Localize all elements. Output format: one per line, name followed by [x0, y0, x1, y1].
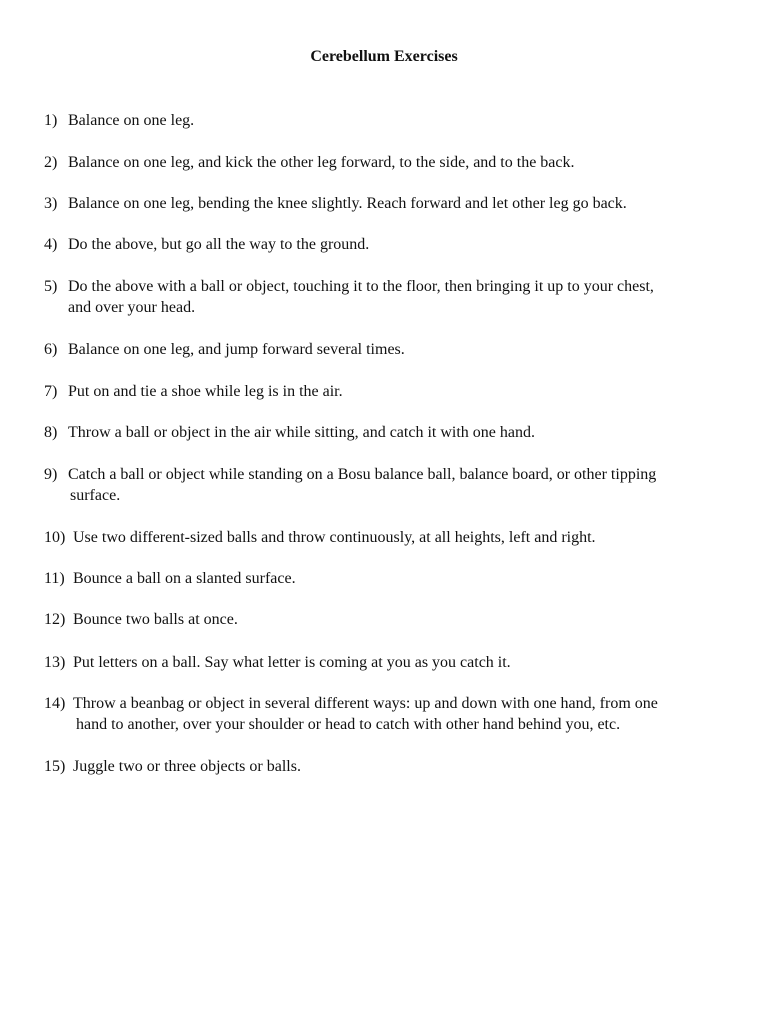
item-text: Throw a beanbag or object in several different ways: up and down with one hand, from one [73, 695, 658, 712]
item-text: Put letters on a ball. Say what letter is coming at you as you catch it. [73, 654, 511, 671]
list-item [44, 193, 734, 214]
item-text: Use two different-sized balls and throw continuously, at all heights, left and right. [73, 529, 596, 546]
item-text: Balance on one leg, and jump forward several times. [68, 341, 405, 358]
list-item [44, 381, 734, 402]
item-number: 1) [44, 112, 58, 129]
page-title: Cerebellum Exercises [310, 48, 458, 65]
item-text: hand to another, over your shoulder or head to catch with other hand behind you, etc. [76, 716, 621, 733]
item-number: 3) [44, 195, 58, 212]
item-number: 5) [44, 278, 58, 295]
list-item [44, 152, 734, 173]
item-number: 2) [44, 154, 58, 171]
item-text: Do the above with a ball or object, touching it to the floor, then bringing it up to your chest, [68, 278, 654, 295]
item-text: Balance on one leg, bending the knee slightly. Reach forward and let other leg go back. [68, 195, 627, 212]
item-text: Throw a ball or object in the air while sitting, and catch it with one hand. [68, 424, 535, 441]
item-text: Do the above, but go all the way to the ground. [68, 236, 370, 253]
list-item [44, 693, 734, 735]
list-item [44, 568, 734, 589]
item-number: 11) [44, 570, 65, 587]
list-item [44, 234, 734, 255]
item-text: surface. [70, 487, 121, 504]
item-text: Balance on one leg, and kick the other leg forward, to the side, and to the back. [68, 154, 575, 171]
item-number: 7) [44, 383, 58, 400]
list-item [44, 339, 734, 360]
item-text: Put on and tie a shoe while leg is in the air. [68, 383, 343, 400]
item-text: Bounce two balls at once. [73, 611, 238, 628]
item-text: Juggle two or three objects or balls. [73, 758, 301, 775]
item-text: Bounce a ball on a slanted surface. [73, 570, 296, 587]
item-number: 15) [44, 758, 66, 775]
list-item [44, 652, 734, 673]
list-item [44, 110, 734, 131]
item-number: 9) [44, 466, 58, 483]
item-number: 10) [44, 529, 66, 546]
item-number: 6) [44, 341, 58, 358]
item-number: 12) [44, 611, 66, 628]
list-item [44, 422, 734, 443]
item-text: Balance on one leg. [68, 112, 195, 129]
item-number: 13) [44, 654, 66, 671]
list-item [44, 756, 734, 777]
item-text: Catch a ball or object while standing on a Bosu balance ball, balance board, or other tipping [68, 466, 657, 483]
item-number: 4) [44, 236, 58, 253]
list-item [44, 527, 734, 548]
list-item [44, 276, 734, 318]
item-number: 14) [44, 695, 66, 712]
item-number: 8) [44, 424, 58, 441]
item-text: and over your head. [68, 299, 196, 316]
list-item [44, 464, 734, 506]
list-item [44, 609, 734, 630]
